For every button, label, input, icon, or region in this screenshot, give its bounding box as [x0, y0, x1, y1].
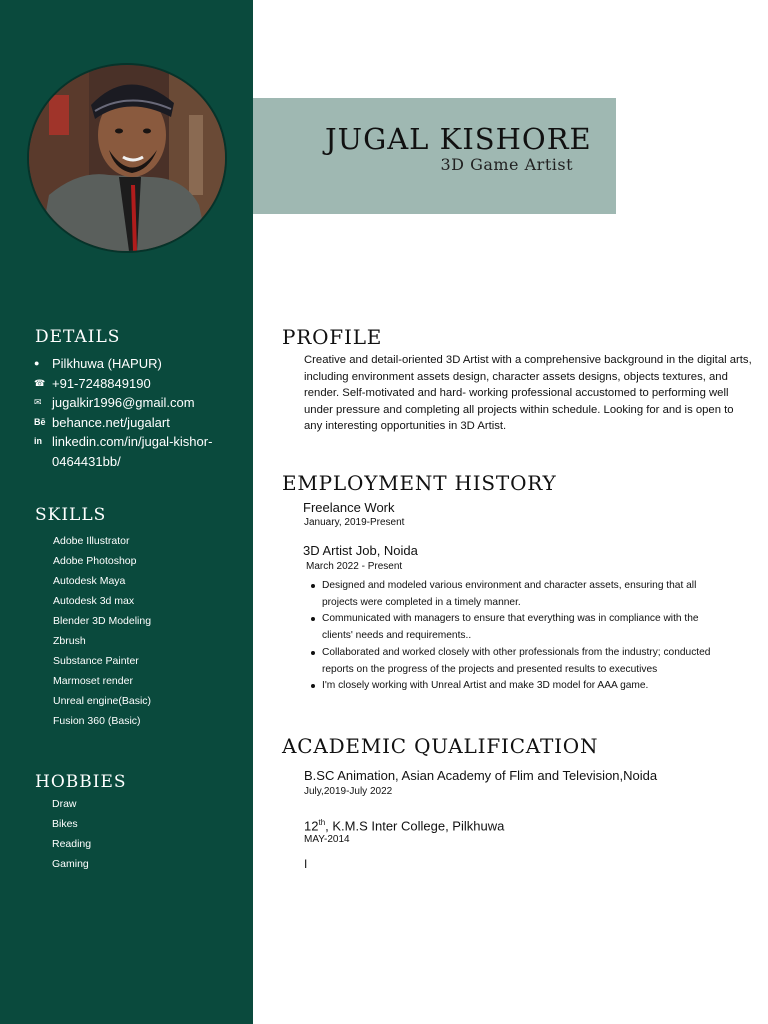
job-bullets: [304, 578, 724, 695]
detail-email-text[interactable]: jugalkir1996@gmail.com: [52, 395, 195, 410]
job-title-noida: 3D Artist Job, Noida: [303, 543, 418, 558]
detail-linkedin-text[interactable]: linkedin.com/in/jugal-kishor-0464431bb/: [52, 434, 213, 469]
trailing-text-mark: I: [304, 857, 308, 871]
skill-item: Substance Painter: [53, 655, 139, 667]
sidebar: [0, 0, 253, 1024]
skill-item: Fusion 360 (Basic): [53, 715, 141, 727]
hobby-item: Gaming: [52, 858, 89, 870]
skill-item: Unreal engine(Basic): [53, 695, 152, 707]
job-title-freelance: Freelance Work: [303, 500, 395, 515]
skill-item: Blender 3D Modeling: [53, 615, 152, 627]
detail-phone: [34, 374, 249, 394]
person-name: JUGAL KISHORE: [325, 122, 592, 156]
job-bullet: I'm closely working with Unreal Artist and make 3D model for AAA game.: [304, 678, 724, 695]
job-bullet: Designed and modeled various environment and character assets, ensuring that all projects were completed in a timely manner.: [304, 578, 724, 611]
job-bullet: Communicated with managers to ensure that everything was in compliance with the clients' needs and requirements..: [304, 611, 724, 644]
skills-heading: SKILLS: [35, 505, 107, 525]
job-bullet: Collaborated and worked closely with other professionals from the industry; conducted reports on the progress of the projects and presented results to executives: [304, 645, 724, 678]
skill-item: Adobe Photoshop: [53, 555, 137, 567]
school-title-num: 12: [304, 818, 319, 834]
job-date-noida: March 2022 - Present: [306, 561, 403, 572]
detail-email[interactable]: [34, 393, 249, 413]
hobby-item: Draw: [52, 798, 77, 810]
location-pin-icon: ●: [34, 358, 40, 368]
mail-icon: ✉: [34, 397, 42, 407]
skill-item: Zbrush: [53, 635, 86, 647]
degree-title: B.SC Animation, Asian Academy of Flim and Television,Noida: [304, 768, 658, 783]
skills-list: [53, 531, 151, 731]
skill-item: Autodesk Maya: [53, 575, 126, 587]
hobby-item: Bikes: [52, 818, 78, 830]
detail-location: [34, 354, 249, 374]
detail-phone-text: +91-7248849190: [52, 375, 151, 391]
skill-item: Autodesk 3d max: [53, 595, 135, 607]
detail-behance[interactable]: [34, 413, 249, 433]
details-list: [34, 354, 249, 471]
academic-heading: ACADEMIC QUALIFICATION: [282, 734, 599, 758]
portrait-image: [29, 65, 225, 251]
details-heading: DETAILS: [35, 327, 121, 347]
school-title-rest: , K.M.S Inter College, Pilkhuwa: [325, 818, 505, 834]
profile-photo: [27, 63, 227, 253]
detail-location-text: Pilkhuwa (HAPUR): [52, 356, 162, 371]
school-title-sup: th: [318, 818, 326, 827]
school-date: MAY-2014: [304, 834, 350, 845]
school-title: [304, 818, 504, 833]
name-banner: [253, 98, 616, 214]
phone-icon: ☎: [34, 377, 46, 388]
linkedin-icon: in: [34, 436, 42, 446]
hobbies-list: [52, 794, 91, 874]
skill-item: Adobe Illustrator: [53, 535, 130, 547]
hobby-item: Reading: [52, 838, 92, 850]
job-date-freelance: January, 2019-Present: [304, 517, 405, 528]
profile-text: Creative and detail-oriented 3D Artist with a comprehensive background in the digital arts, including environment assets design, character assets designs, objects textures, and render. Self-motivated and hard- working professional accustomed to performing well under pressure and completing all projects within schedule. Looking for and is open to any interesting opportunities in 3D Artist.: [304, 354, 752, 433]
behance-icon: Bē: [34, 416, 46, 427]
employment-heading: EMPLOYMENT HISTORY: [282, 471, 557, 495]
degree-date: July,2019-July 2022: [304, 786, 393, 797]
skill-item: Marmoset render: [53, 675, 133, 687]
job-subtitle: 3D Game Artist: [440, 155, 573, 174]
profile-heading: PROFILE: [282, 325, 383, 349]
hobbies-heading: HOBBIES: [35, 772, 127, 792]
detail-linkedin[interactable]: [34, 432, 249, 471]
detail-behance-text[interactable]: behance.net/jugalart: [52, 414, 170, 430]
